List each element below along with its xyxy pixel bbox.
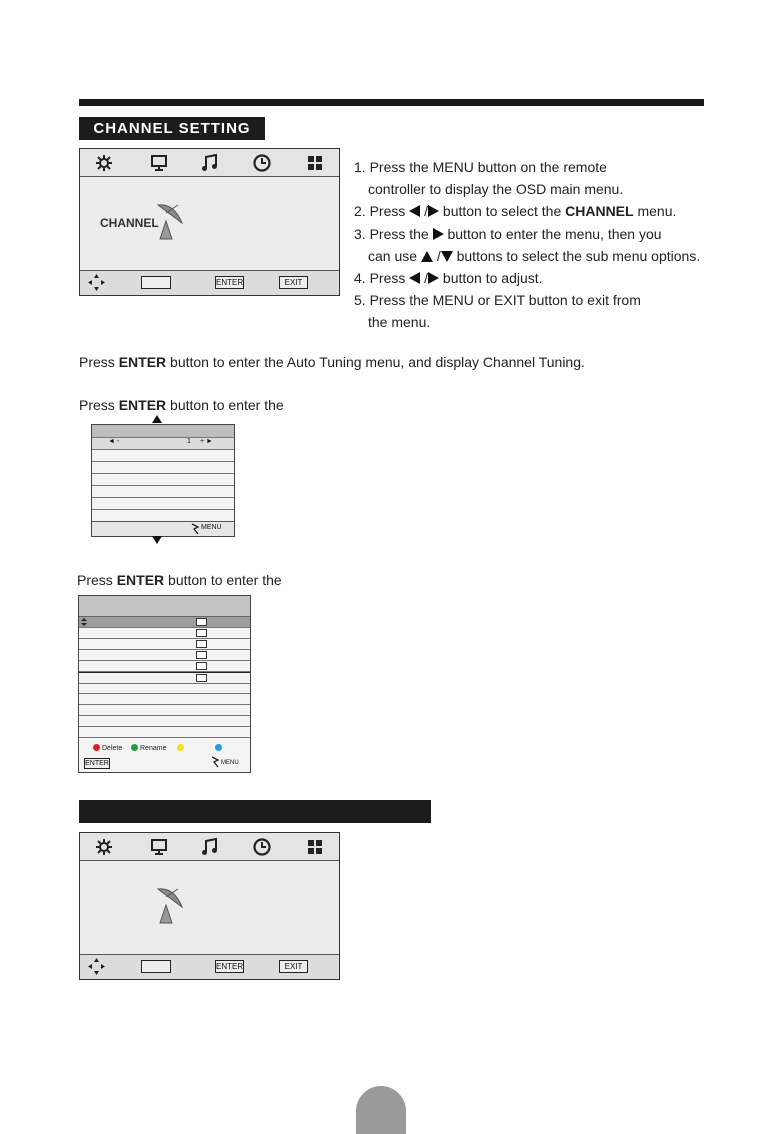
right-arrow-icon — [428, 205, 439, 217]
section-bar — [79, 800, 431, 823]
step-2 — [354, 200, 754, 222]
list-row — [79, 650, 250, 661]
step-2-bold: CHANNEL — [565, 203, 634, 220]
osd-top-bar — [80, 833, 339, 861]
legend-delete — [93, 744, 122, 752]
channel-edit-screen — [78, 595, 251, 773]
step-4-pre: 4. Press — [354, 270, 410, 287]
step-2-pre: 2. Press — [354, 203, 410, 220]
auto-tuning-paragraph — [79, 354, 585, 370]
list-row — [79, 661, 250, 672]
step-2-mid: button to select the — [439, 203, 566, 220]
page-number-tab — [356, 1086, 406, 1134]
osd-channel-menu — [79, 148, 340, 296]
step-3b-post: buttons to select the sub menu options. — [452, 247, 701, 264]
red-dot-icon — [93, 744, 100, 751]
left-arrow-icon — [409, 272, 420, 284]
right-arrow-icon — [433, 228, 444, 240]
legend-rename-label: Rename — [140, 745, 167, 752]
monitor-icon — [149, 837, 169, 857]
step-3b-slash: / — [432, 247, 441, 264]
step-1a: 1. Press the MENU button on the remote — [354, 159, 607, 175]
list-row — [79, 639, 250, 650]
list-row — [79, 628, 250, 639]
mini-footer — [92, 521, 234, 536]
osd-bottom-bar — [80, 954, 339, 979]
picture-settings-icon — [94, 837, 114, 857]
dpad-icon — [88, 274, 105, 291]
exit-key: EXIT — [279, 276, 308, 289]
mini-row — [92, 498, 234, 510]
step-2-post: menu. — [633, 203, 677, 220]
mini-header — [92, 425, 234, 438]
para1-text: button to enter the Auto Tuning menu, and display — [166, 354, 483, 370]
green-dot-icon — [131, 744, 138, 751]
grid-icon — [305, 153, 325, 173]
list-enter-key: ENTER — [85, 760, 109, 767]
blue-dot-icon — [215, 744, 222, 751]
clock-icon — [252, 837, 272, 857]
mini-menu-key: MENU — [201, 524, 222, 531]
instruction-steps — [354, 156, 754, 334]
yellow-dot-icon — [177, 744, 184, 751]
step-4 — [354, 267, 754, 289]
clock-icon — [252, 153, 272, 173]
osd-channel-label: CHANNEL — [100, 216, 159, 230]
legend-rename — [131, 744, 166, 752]
blank-key — [141, 960, 171, 973]
list-menu-key: MENU — [221, 760, 239, 766]
mini-right-glyph: + ► — [200, 438, 213, 445]
row-checkbox — [196, 640, 207, 648]
satellite-dish-icon — [152, 883, 188, 925]
step-2-slash: / — [420, 203, 429, 220]
step-5b: the menu. — [368, 314, 431, 331]
step-3a — [354, 223, 754, 245]
step-4-slash: / — [420, 270, 429, 287]
up-down-arrow-icon — [81, 618, 87, 626]
row-checkbox — [196, 629, 207, 637]
list-row — [79, 727, 250, 738]
list-row — [79, 716, 250, 727]
para3-text: button to enter the — [164, 572, 282, 588]
para-press: Press — [77, 572, 117, 588]
list-row — [79, 705, 250, 716]
mini-row-selected — [92, 438, 234, 450]
para-press: Press — [79, 397, 119, 413]
manual-tuning-screen — [91, 424, 235, 537]
music-note-icon — [200, 837, 220, 857]
mini-left-glyph: ◄ - — [108, 438, 120, 445]
return-icon — [190, 523, 200, 535]
mini-row — [92, 450, 234, 462]
step-1b: controller to display the OSD main menu. — [368, 181, 624, 198]
para-press: Press — [79, 354, 119, 370]
list-row — [79, 694, 250, 705]
list-header — [79, 596, 250, 617]
enter-key: ENTER — [216, 962, 244, 971]
mini-row — [92, 486, 234, 498]
picture-settings-icon — [94, 153, 114, 173]
right-arrow-icon — [428, 272, 439, 284]
step-4-post: button to adjust. — [439, 270, 543, 287]
osd-menu-second — [79, 832, 340, 980]
step-3a-post: button to enter the menu, then you — [443, 225, 662, 242]
osd-top-bar — [80, 149, 339, 177]
channel-edit-paragraph — [77, 572, 282, 588]
top-divider — [79, 99, 704, 106]
para-enter-bold: ENTER — [118, 354, 167, 370]
step-3b-pre: can use — [368, 247, 421, 264]
list-row-selected — [79, 617, 250, 628]
para-enter-bold: ENTER — [116, 572, 165, 588]
dpad-icon — [88, 958, 105, 975]
grid-icon — [305, 837, 325, 857]
down-arrow-icon — [152, 536, 162, 544]
monitor-icon — [149, 153, 169, 173]
step-3b — [354, 245, 754, 267]
legend-yellow — [177, 744, 186, 752]
enter-key: ENTER — [216, 278, 244, 287]
row-checkbox — [196, 662, 207, 670]
music-note-icon — [200, 153, 220, 173]
satellite-dish-icon — [152, 199, 188, 241]
down-arrow-icon — [441, 251, 453, 262]
row-checkbox — [196, 674, 207, 682]
list-row — [79, 683, 250, 694]
up-arrow-icon — [152, 415, 162, 423]
mini-row — [92, 462, 234, 474]
exit-key: EXIT — [279, 960, 308, 973]
para2-text: button to enter the — [166, 397, 284, 413]
return-icon — [210, 756, 220, 768]
mini-row — [92, 474, 234, 486]
legend-delete-label: Delete — [102, 745, 123, 752]
para-enter-bold: ENTER — [118, 397, 167, 413]
up-arrow-icon — [421, 251, 433, 262]
para1-tail: Channel Tuning. — [482, 354, 585, 370]
left-arrow-icon — [409, 205, 420, 217]
section-title: CHANNEL SETTING — [79, 117, 265, 140]
step-3a-pre: 3. Press the — [354, 225, 433, 242]
manual-tuning-paragraph — [79, 397, 284, 413]
mini-value: 1 — [187, 438, 191, 445]
row-checkbox — [196, 651, 207, 659]
step-5a: 5. Press the MENU or EXIT button to exit from — [354, 292, 641, 309]
row-checkbox — [196, 618, 207, 626]
blank-key — [141, 276, 171, 289]
osd-bottom-bar — [80, 270, 339, 295]
legend-blue — [215, 744, 224, 752]
